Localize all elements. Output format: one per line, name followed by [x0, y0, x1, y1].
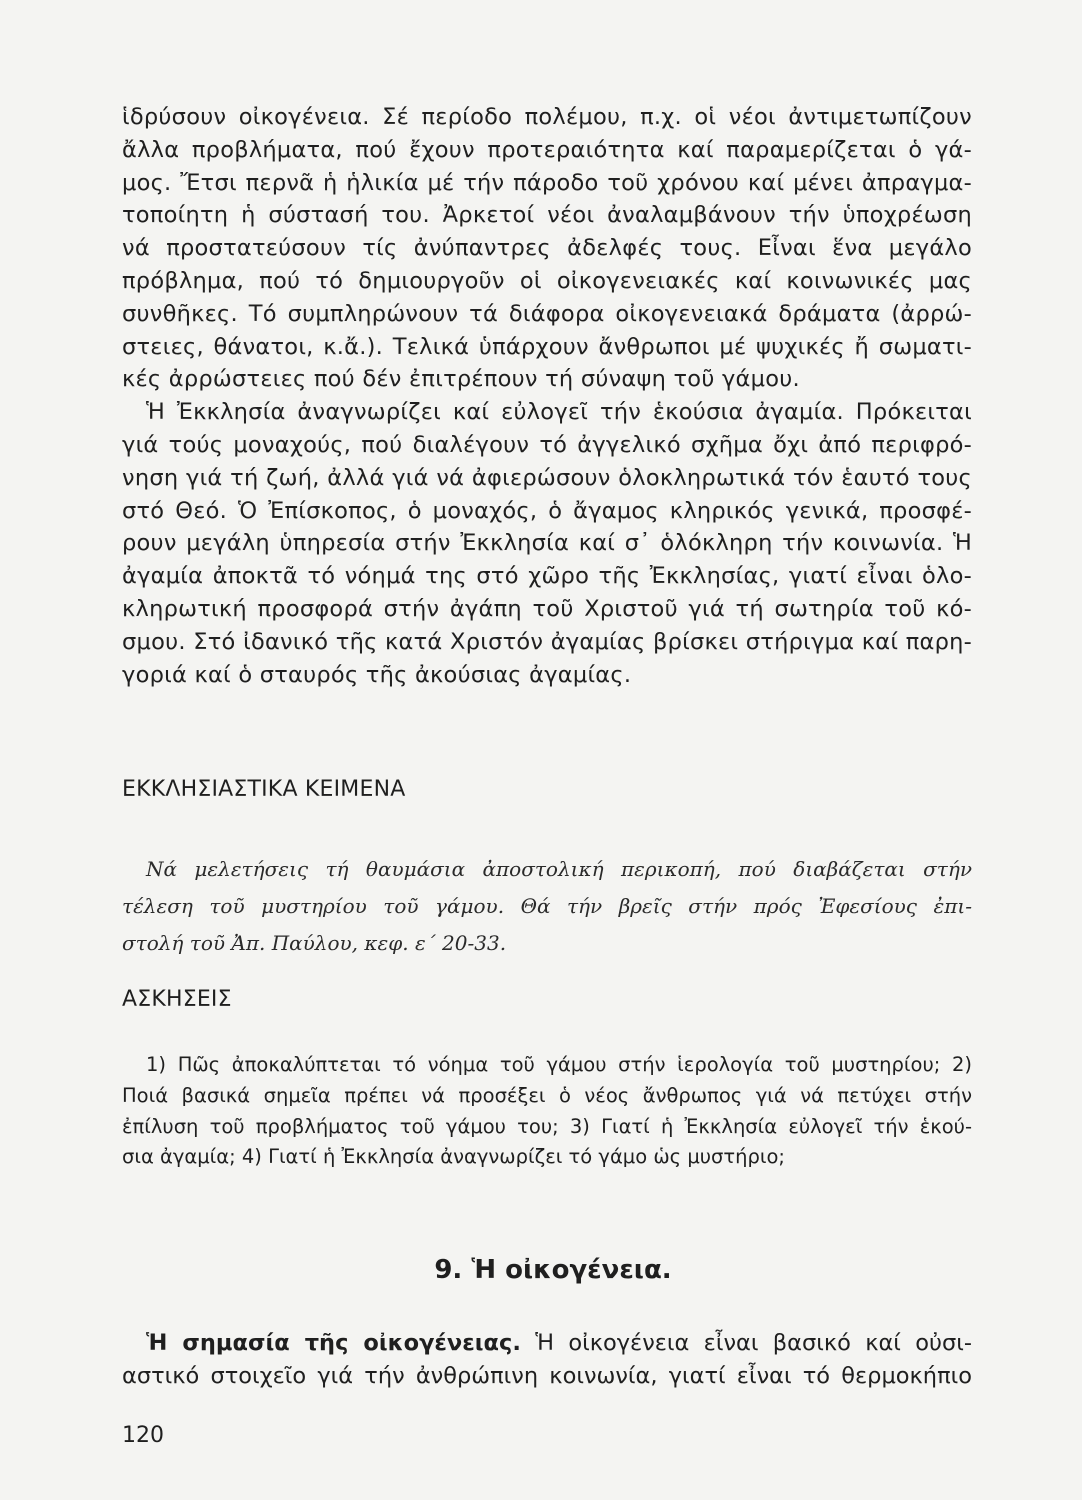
exercise-line: σια ἀγαμία; 4) Γιατί ἡ Ἐκκλησία ἀναγνωρίζει τό γάμο ὡς μυστήριο; — [122, 1145, 785, 1169]
text-line: πρόβλημα, πού τό δημιουργοῦν οἱ οἰκογενειακές καί κοινωνικές μας — [122, 267, 972, 294]
quote-line: τέλεση τοῦ μυστηρίου τοῦ γάμου. Θά τήν βρεῖς στήν πρός Ἐφεσίους ἐπι- — [122, 894, 972, 918]
exercise-line: 1) Πῶς ἀποκαλύπτεται τό νόημα τοῦ γάμου στήν ἱερολογία τοῦ μυστηρίου; 2) — [146, 1053, 972, 1076]
text-line: συνθῆκες. Τό συμπληρώνουν τά διάφορα οἰκογενειακά δράματα (ἀρρώ- — [122, 300, 972, 327]
exercises-list — [122, 1050, 972, 1173]
text-span: Ἡ οἰκογένεια εἶναι βασικό καί οὐσι- — [520, 1330, 972, 1356]
text-line: στειες, θάνατοι, κ.ἄ.). Τελικά ὑπάρχουν ἄνθρωποι μέ ψυχικές ἤ σωματι- — [122, 333, 972, 360]
text-line: μος. Ἔτσι περνᾶ ἡ ἡλικία μέ τήν πάροδο τοῦ χρόνου καί μένει ἀπραγμα- — [122, 169, 972, 196]
section-heading-texts: ΕΚΚΛΗΣΙΑΣΤΙΚΑ ΚΕΙΜΕΝΑ — [122, 777, 406, 802]
text-line: Ἡ Ἐκκλησία ἀναγνωρίζει καί εὐλογεῖ τήν ἑκούσια ἀγαμία. Πρόκειται — [146, 399, 972, 426]
text-line: ἄλλα προβλήματα, πού ἔχουν προτεραιότητα καί παραμερίζεται ὁ γά- — [122, 136, 972, 163]
text-line: τοποίητη ἡ σύστασή του. Ἀρκετοί νέοι ἀναλαμβάνουν τήν ὑποχρέωση — [122, 202, 972, 229]
text-line: νά προστατεύσουν τίς ἀνύπαντρες ἀδελφές τους. Εἶναι ἕνα μεγάλο — [122, 235, 972, 262]
paragraph-1 — [122, 101, 972, 691]
text-line: νηση γιά τή ζωή, ἀλλά γιά νά ἀφιερώσουν ὁλοκληρωτικά τόν ἑαυτό τους — [122, 464, 972, 491]
text-line: ἱδρύσουν οἰκογένεια. Σέ περίοδο πολέμου, π.χ. οἱ νέοι ἀντιμετωπίζουν — [122, 104, 972, 130]
final-paragraph — [122, 1327, 972, 1393]
subsection-lead: Ἡ σημασία τῆς οἰκογένειας. — [146, 1330, 521, 1356]
quote-line: στολή τοῦ Ἀπ. Παύλου, κεφ. ε΄ 20-33. — [122, 931, 507, 955]
text-line: σμου. Στό ἰδανικό τῆς κατά Χριστόν ἀγαμίας βρίσκει στήριγμα καί παρη- — [122, 628, 972, 655]
text-line: αστικό στοιχεῖο γιά τήν ἀνθρώπινη κοινωνία, γιατί εἶναι τό θερμοκήπιο — [122, 1362, 972, 1389]
quote-line: Νά μελετήσεις τή θαυμάσια ἀποστολική περικοπή, πού διαβάζεται στήν — [146, 857, 972, 881]
section-heading-exercises: ΑΣΚΗΣΕΙΣ — [122, 987, 232, 1012]
exercise-line: Ποιά βασικά σημεῖα πρέπει νά προσέξει ὁ νέος ἄνθρωπος γιά νά πετύχει στήν — [122, 1083, 972, 1107]
scripture-reference — [122, 851, 972, 962]
text-line: γοριά καί ὁ σταυρός τῆς ἀκούσιας ἀγαμίας. — [122, 661, 632, 688]
exercise-line: ἐπίλυση τοῦ προβλήματος τοῦ γάμου του; 3) Γιατί ἡ Ἐκκλησία εὐλογεῖ τήν ἑκού- — [122, 1114, 972, 1138]
text-line — [122, 1327, 972, 1360]
text-line: στό Θεό. Ὁ Ἐπίσκοπος, ὁ μοναχός, ὁ ἄγαμος κληρικός γενικά, προσφέ- — [122, 497, 972, 524]
text-line: ρουν μεγάλη ὑπηρεσία στήν Ἐκκλησία καί σ᾽ ὁλόκληρη τήν κοινωνία. Ἡ — [122, 530, 972, 557]
text-line: γιά τούς μοναχούς, πού διαλέγουν τό ἀγγελικό σχῆμα ὄχι ἀπό περιφρό- — [122, 431, 972, 458]
chapter-title — [0, 1255, 1082, 1285]
page-number: 120 — [122, 1423, 164, 1448]
text-line: κές ἀρρώστειες πού δέν ἐπιτρέπουν τή σύναψη τοῦ γάμου. — [122, 366, 800, 393]
chapter-title-text: 9. Ἡ οἰκογένεια. — [434, 1255, 672, 1285]
text-line: ἀγαμία ἀποκτᾶ τό νόημά της στό χῶρο τῆς Ἐκκλησίας, γιατί εἶναι ὁλο- — [122, 563, 972, 590]
text-line: κληρωτική προσφορά στήν ἀγάπη τοῦ Χριστοῦ γιά τή σωτηρία τοῦ κό- — [122, 595, 972, 622]
